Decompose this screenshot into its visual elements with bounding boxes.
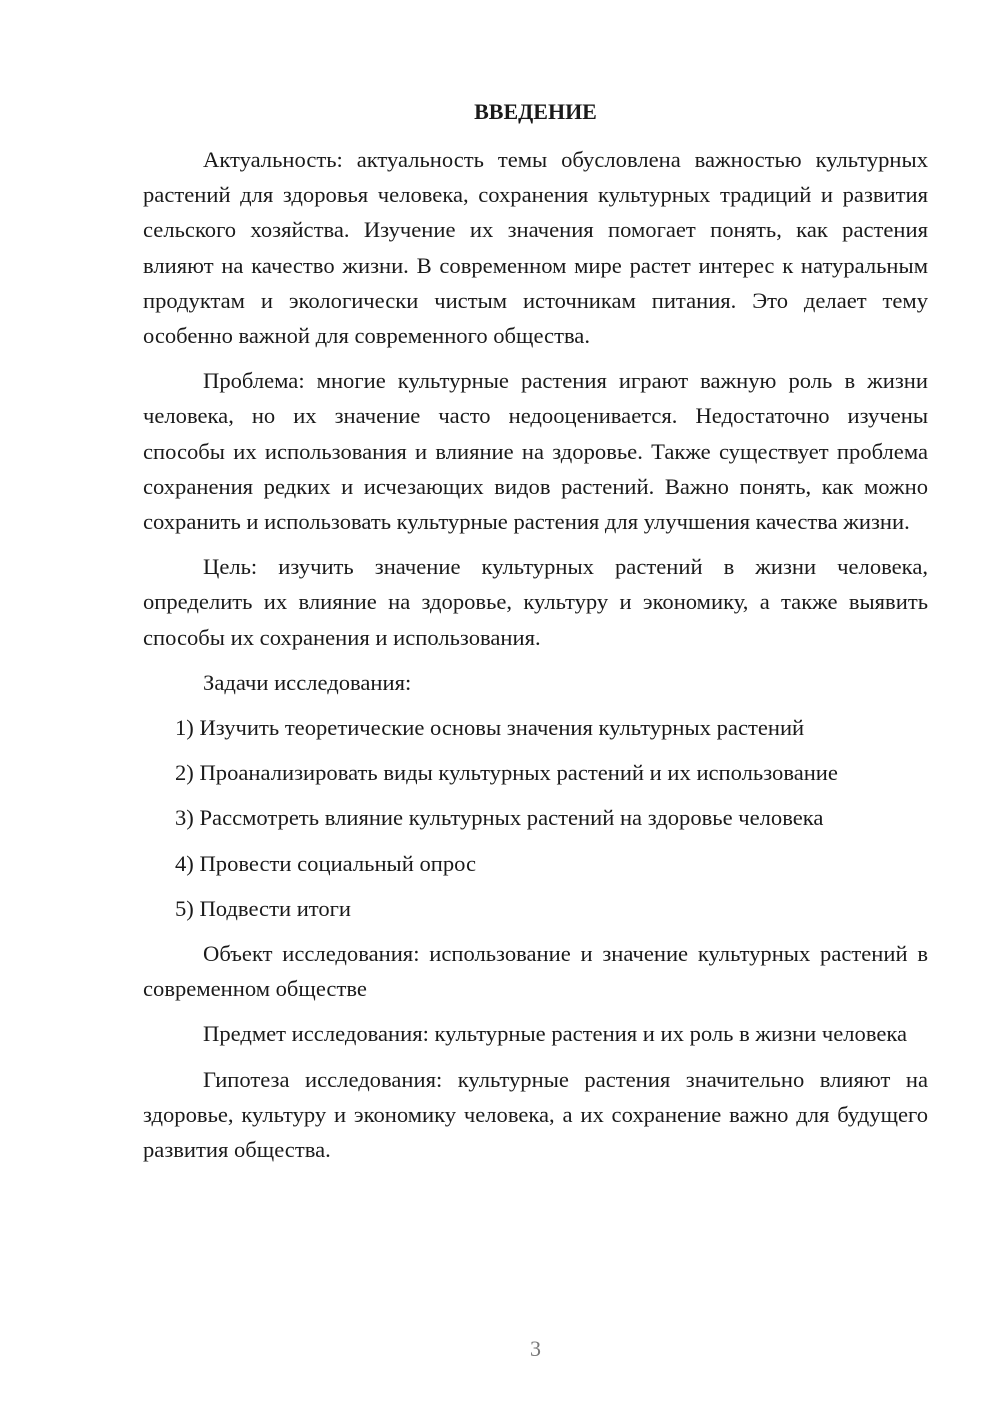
paragraph-goal: Цель: изучить значение культурных растений в жизни человека, определить их влияние на здоровье, культуру и экономику, а также выявить способы их сохранения и использования. <box>143 554 928 650</box>
task-item-2: 2) Проанализировать виды культурных растений и их использование <box>175 760 838 786</box>
paragraph-hypothesis: Гипотеза исследования: культурные растения значительно влияют на здоровье, культуру и экономику человека, а их сохранение важно для будущего развития общества. <box>143 1066 928 1163</box>
task-item-1: 1) Изучить теоретические основы значения культурных растений <box>175 715 805 741</box>
paragraph-subject: Предмет исследования: культурные растения и их роль в жизни человека <box>203 1021 908 1047</box>
task-item-4: 4) Провести социальный опрос <box>175 850 477 876</box>
document-body <box>143 142 928 1177</box>
document-page <box>143 0 928 1414</box>
paragraph-relevance: Актуальность: актуальность темы обусловлена важностью культурных растений для здоровья человека, сохранения культурных традиций и развития сельского хозяйства. Изучение их значения помогает понять, как растения влияют на качество жизни. В современном мире растет интерес к натуральным продуктам и экологически чистым источникам питания. Это делает тему особенно важной для современного общества. <box>143 147 928 349</box>
task-item-5: 5) Подвести итоги <box>175 895 352 921</box>
tasks-list <box>143 710 928 926</box>
page-number: 3 <box>530 1336 541 1361</box>
task-item-3: 3) Рассмотреть влияние культурных растений на здоровье человека <box>175 805 824 831</box>
paragraph-problem: Проблема: многие культурные растения играют важную роль в жизни человека, но их значение часто недооценивается. Недостаточно изучены способы их использования и влияние на здоровье. Также существует проблема сохранения редких и исчезающих видов растений. Важно понять, как можно сохранить и использовать культурные растения для улучшения качества жизни. <box>143 368 928 535</box>
paragraph-object: Объект исследования: использование и значение культурных растений в современном обществе <box>143 941 928 1002</box>
tasks-heading: Задачи исследования: <box>203 669 412 695</box>
page-heading: ВВЕДЕНИЕ <box>474 99 597 124</box>
